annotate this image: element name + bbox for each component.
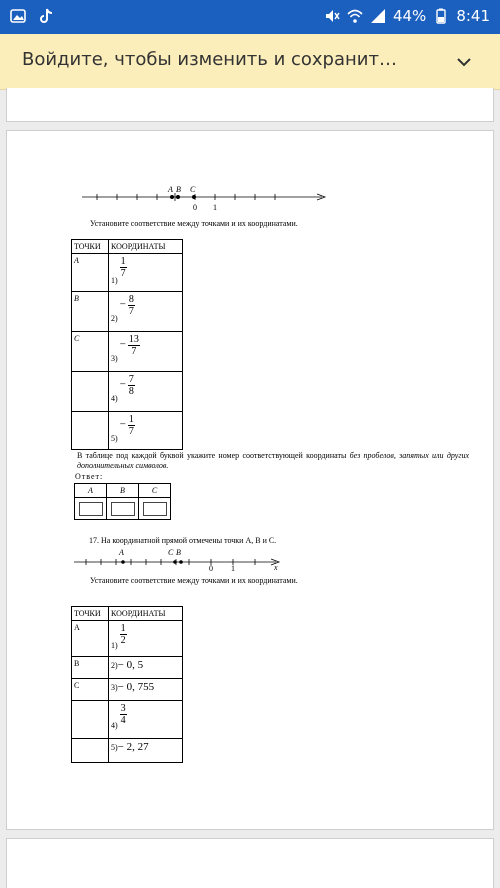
option-cell: 4) − $\frac{7}{8}$: [109, 372, 183, 412]
option-cell: 2)− 0, 5: [109, 657, 183, 679]
document-page-next: [6, 838, 494, 888]
tiktok-icon: [38, 8, 54, 24]
status-bar: [0, 0, 500, 34]
point-cell: [72, 372, 109, 412]
answer-label: Ответ:: [75, 472, 104, 481]
answer-col-a: A: [75, 484, 107, 498]
document-page-previous: [6, 88, 494, 122]
point-cell: [72, 412, 109, 450]
answer-col-b: B: [107, 484, 139, 498]
task16-answer-note: В таблице под каждой буквой укажите номер соответствующей координаты без пробелов, запятых или других дополнительных символов.: [77, 451, 470, 470]
task17-table: [71, 606, 183, 763]
nl17-label-b: B: [176, 548, 181, 557]
nl17-label-x: x: [274, 563, 278, 572]
task17-instruction: Установите соответствие между точками и их координатами.: [90, 576, 298, 585]
table-header-coords: КООРДИНАТЫ: [109, 240, 183, 254]
table-header-coords: КООРДИНАТЫ: [109, 607, 183, 621]
point-cell: [72, 739, 109, 763]
document-page: [6, 130, 494, 830]
wifi-icon: [347, 8, 363, 24]
point-cell: [72, 701, 109, 739]
mute-icon: [324, 8, 340, 24]
point-cell: B: [72, 292, 109, 332]
answer-box-b[interactable]: [111, 502, 135, 516]
option-cell: 5)− 2, 27: [109, 739, 183, 763]
answer-box-a[interactable]: [79, 502, 103, 516]
number-line-task16: [77, 177, 337, 217]
point-cell: A: [72, 621, 109, 657]
point-cell: B: [72, 657, 109, 679]
task17-heading: 17. На координатной прямой отмечены точки A, B и C.: [89, 536, 277, 545]
nl16-label-a: A: [168, 185, 173, 194]
table-header-points: ТОЧКИ: [72, 607, 109, 621]
answer-cell[interactable]: [75, 498, 107, 520]
answer-box-c[interactable]: [143, 502, 167, 516]
answer-table: [74, 483, 171, 520]
nl17-label-0: 0: [209, 564, 213, 573]
point-cell: A: [72, 254, 109, 292]
option-cell: 1) $\frac{1}{7}$: [109, 254, 183, 292]
answer-cell[interactable]: [139, 498, 171, 520]
answer-col-c: C: [139, 484, 171, 498]
nl17-label-1: 1: [231, 564, 235, 573]
table-header-points: ТОЧКИ: [72, 240, 109, 254]
nl16-label-c: C: [190, 185, 196, 194]
point-cell: C: [72, 332, 109, 372]
clock: 8:41: [456, 7, 490, 25]
image-icon: [10, 8, 26, 24]
option-cell: 4) $\frac{3}{4}$: [109, 701, 183, 739]
task16-instruction: Установите соответствие между точками и их координатами.: [90, 219, 298, 228]
signal-icon: [370, 8, 386, 24]
nl16-label-1: 1: [213, 203, 217, 212]
point-cell: C: [72, 679, 109, 701]
option-cell: 1) $\frac{1}{2}$: [109, 621, 183, 657]
banner-title: Войдите, чтобы изменить и сохранит…: [22, 49, 397, 70]
nl16-label-b: B: [176, 185, 181, 194]
option-cell: 2) − $\frac{8}{7}$: [109, 292, 183, 332]
battery-percent: 44%: [392, 7, 427, 25]
number-line-task17: [71, 549, 291, 579]
nl17-label-c: C: [168, 548, 174, 557]
task16-table: [71, 239, 183, 450]
sign-in-banner[interactable]: [0, 34, 500, 90]
option-cell: 5) − $\frac{1}{7}$: [109, 412, 183, 450]
option-cell: 3) − $\frac{13}{7}$: [109, 332, 183, 372]
option-cell: 3)− 0, 755: [109, 679, 183, 701]
battery-icon: [433, 8, 449, 24]
nl17-label-a: A: [119, 548, 124, 557]
chevron-down-icon[interactable]: [454, 52, 474, 72]
answer-cell[interactable]: [107, 498, 139, 520]
nl16-label-0: 0: [193, 203, 197, 212]
